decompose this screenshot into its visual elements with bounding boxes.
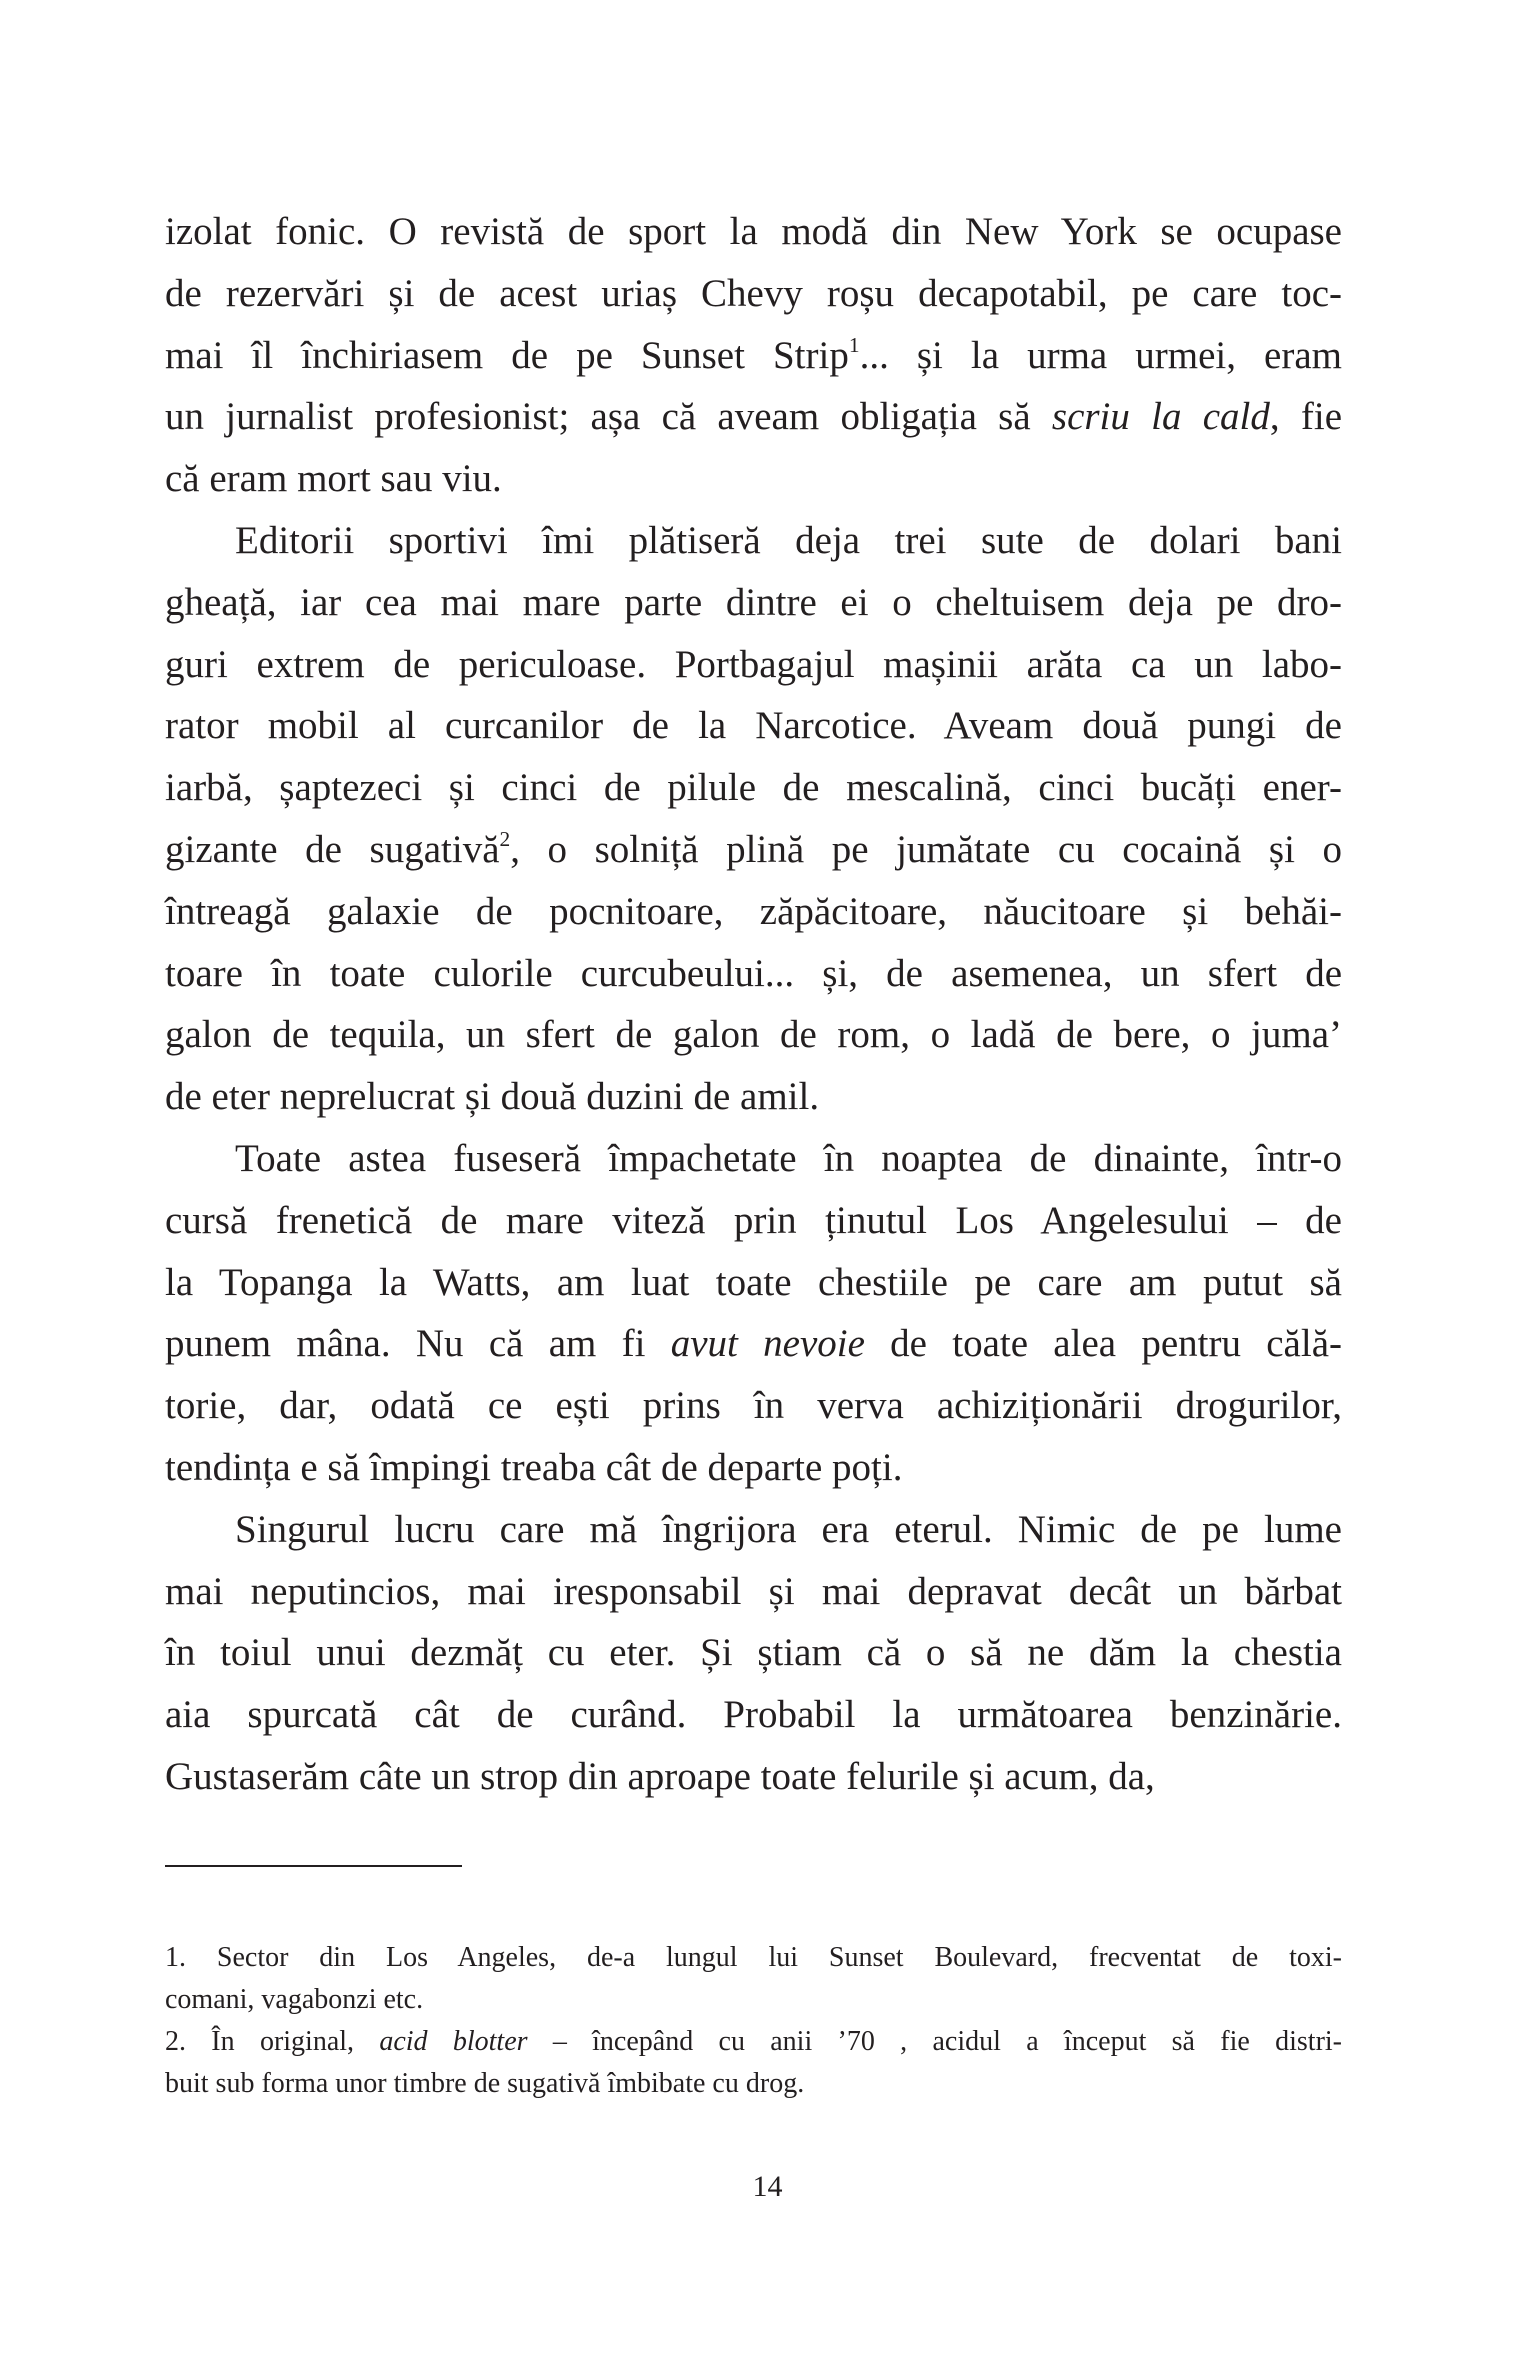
text-segment: galon de tequila, un sfert de galon de rom, o ladă de bere, o juma’ <box>165 1013 1342 1057</box>
text-line <box>165 386 1342 448</box>
text-segment: , o solniță plină pe jumătate cu cocaină și o <box>510 827 1342 871</box>
text-segment: cursă frenetică de mare viteză prin ținutul Los Angelesului – de <box>165 1198 1342 1242</box>
text-line <box>165 1128 1342 1190</box>
text-segment: aia spurcată cât de curând. Probabil la următoarea benzinărie. <box>165 1693 1342 1737</box>
text-segment: 1. Sector din Los Angeles, de-a lungul lui Sunset Boulevard, frecventat de toxi- <box>165 1942 1342 1973</box>
italic-text: acid blotter <box>379 2026 528 2057</box>
text-line <box>165 201 1342 263</box>
text-segment: mai îl închiriasem de pe Sunset Strip <box>165 333 849 377</box>
text-line <box>165 634 1342 696</box>
text-segment: guri extrem de periculoase. Portbagajul mașinii arăta ca un labo- <box>165 642 1342 686</box>
text-segment: ... și la urma urmei, eram <box>859 333 1342 377</box>
text-line <box>165 572 1342 634</box>
text-line <box>165 263 1342 325</box>
text-line <box>165 2063 1342 2105</box>
footnote <box>165 2021 1342 2105</box>
text-segment: că eram mort sau viu. <box>165 457 502 501</box>
text-segment: la Topanga la Watts, am luat toate chestiile pe care am putut să <box>165 1260 1342 1304</box>
footnote-separator <box>165 1865 462 1867</box>
text-line <box>165 1684 1342 1746</box>
text-segment: tendința e să împingi treaba cât de departe poți. <box>165 1445 903 1489</box>
text-line <box>165 1437 1342 1499</box>
text-segment: Editorii sportivi îmi plătiseră deja trei sute de dolari bani <box>235 518 1342 562</box>
text-line <box>165 881 1342 943</box>
text-line <box>165 1979 1342 2021</box>
text-line <box>165 695 1342 757</box>
text-line <box>165 1375 1342 1437</box>
text-line <box>165 1622 1342 1684</box>
text-segment: 2. În original, <box>165 2026 380 2057</box>
text-segment: buit sub forma unor timbre de sugativă îmbibate cu drog. <box>165 2068 805 2099</box>
footnote-reference: 2 <box>499 826 511 851</box>
text-segment: torie, dar, odată ce ești prins în verva achiziționării drogurilor, <box>165 1384 1342 1428</box>
footnotes <box>165 1937 1342 2105</box>
text-segment: gizante de sugativă <box>165 827 500 871</box>
italic-text: scriu la cald <box>1051 395 1270 439</box>
text-line <box>165 1937 1342 1979</box>
text-segment: de eter neprelucrat și două duzini de amil. <box>165 1075 820 1119</box>
text-line <box>165 1499 1342 1561</box>
text-line <box>165 1066 1342 1128</box>
text-line <box>165 757 1342 819</box>
text-line <box>165 1004 1342 1066</box>
page-number: 14 <box>752 2170 783 2203</box>
text-segment: – începând cu anii ’70 , acidul a început să fie distri- <box>527 2026 1343 2057</box>
text-segment: toare în toate culorile curcubeului... și, de asemenea, un sfert de <box>165 951 1342 995</box>
text-line <box>165 1252 1342 1314</box>
text-segment: Singurul lucru care mă îngrijora era eterul. Nimic de pe lume <box>235 1507 1342 1551</box>
text-segment: izolat fonic. O revistă de sport la modă din New York se ocupase <box>165 210 1342 253</box>
text-segment: mai neputincios, mai iresponsabil și mai depravat decât un bărbat <box>165 1569 1342 1613</box>
text-line <box>165 448 1342 510</box>
text-segment: în toiul unui dezmăț cu eter. Și știam că o să ne dăm la chestia <box>165 1631 1342 1675</box>
body-text <box>165 201 1342 1808</box>
text-segment: Gustaserăm câte un strop din aproape toate felurile și acum, da, <box>165 1754 1155 1798</box>
footnote-reference: 1 <box>848 332 860 357</box>
footnote <box>165 1937 1342 2021</box>
text-segment: gheață, iar cea mai mare parte dintre ei o cheltuisem deja pe dro- <box>165 580 1342 624</box>
text-segment: un jurnalist profesionist; așa că aveam obligația să <box>165 395 1052 439</box>
text-segment: de toate alea pentru călă- <box>864 1322 1342 1366</box>
text-segment: rator mobil al curcanilor de la Narcotice. Aveam două pungi de <box>165 704 1342 748</box>
text-line <box>165 943 1342 1005</box>
text-line <box>165 1190 1342 1252</box>
paragraph <box>165 510 1342 1128</box>
text-line <box>165 2021 1342 2063</box>
paragraph <box>165 201 1342 510</box>
text-line <box>165 1561 1342 1623</box>
text-line <box>165 1746 1342 1808</box>
text-segment: , fie <box>1269 395 1343 439</box>
paragraph <box>165 1128 1342 1499</box>
text-segment: iarbă, șaptezeci și cinci de pilule de mescalină, cinci bucăți ener- <box>165 766 1342 810</box>
text-segment: comani, vagabonzi etc. <box>165 1984 424 2015</box>
text-segment: de rezervări și de acest uriaș Chevy roșu decapotabil, pe care toc- <box>165 271 1342 315</box>
text-line <box>165 325 1342 387</box>
paragraph <box>165 1499 1342 1808</box>
text-line <box>165 1313 1342 1375</box>
italic-text: avut nevoie <box>670 1322 865 1366</box>
text-line <box>165 819 1342 881</box>
text-segment: întreagă galaxie de pocnitoare, zăpăcitoare, năucitoare și behăi- <box>165 889 1342 933</box>
text-line <box>165 510 1342 572</box>
text-segment: punem mâna. Nu că am fi <box>165 1322 671 1366</box>
text-segment: Toate astea fuseseră împachetate în noaptea de dinainte, într-o <box>235 1136 1342 1180</box>
